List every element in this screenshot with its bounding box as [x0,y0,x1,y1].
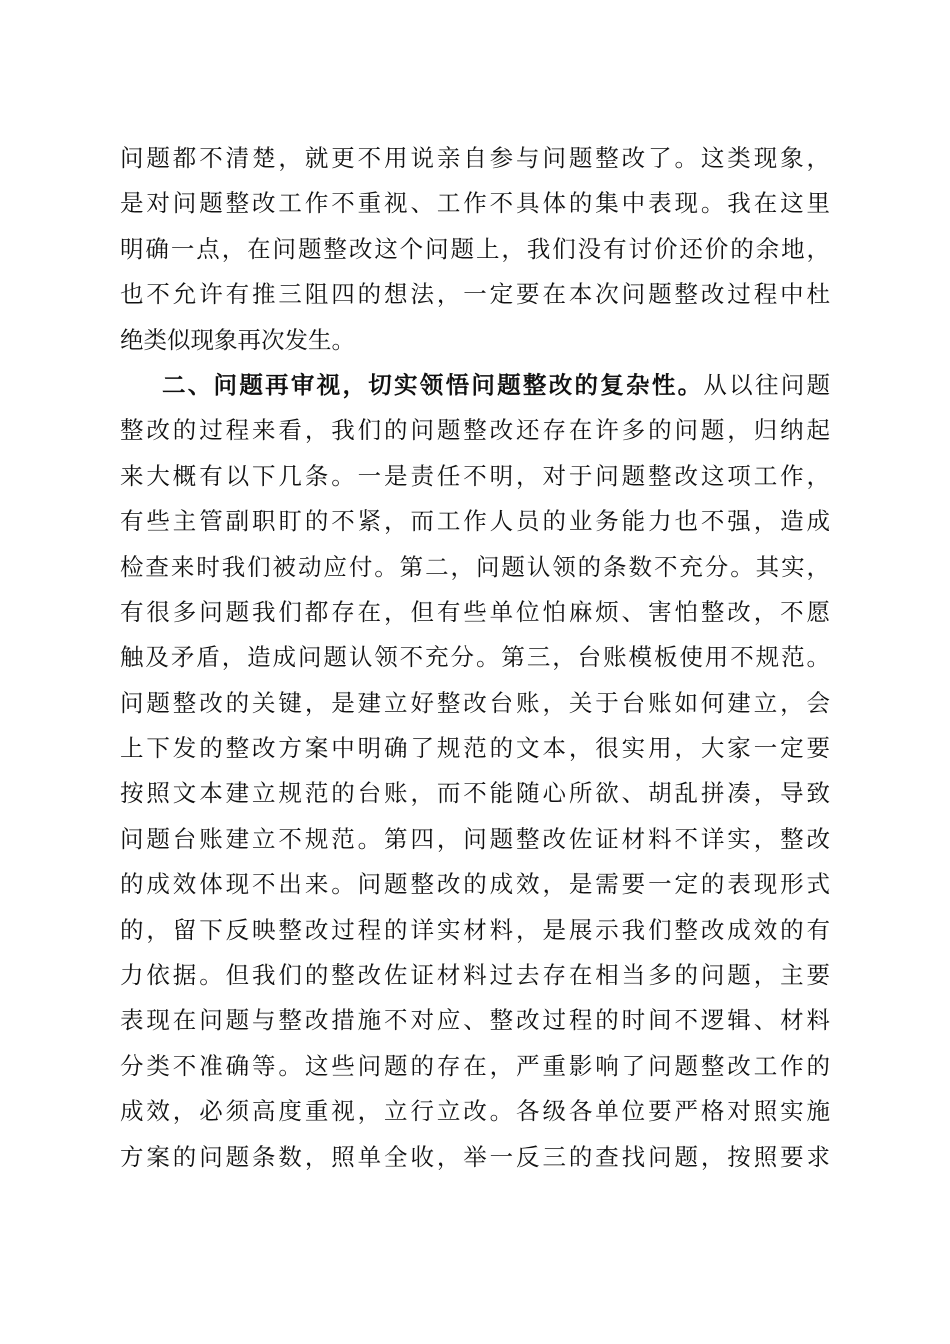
section-heading-line [120,363,830,408]
text-line: 触及矛盾，造成问题认领不充分。第三，台账模板使用不规范。 [120,643,830,672]
text-line: 整改的过程来看，我们的问题整改还存在许多的问题，归纳起 [120,416,830,445]
text-line: 的成效体现不出来。问题整改的成效，是需要一定的表现形式 [120,870,830,899]
text-line: 的，留下反映整改过程的详实材料，是展示我们整改成效的有 [120,915,830,944]
document-body [120,136,830,1180]
text-line: 成效，必须高度重视，立行立改。各级各单位要严格对照实施 [120,1097,830,1126]
text-line: 明确一点，在问题整改这个问题上，我们没有讨价还价的余地， [120,234,830,263]
text-line: 绝类似现象再次发生。 [120,325,355,354]
text-line: 按照文本建立规范的台账，而不能随心所欲、胡乱拼凑，导致 [120,779,830,808]
text-line: 也不允许有推三阻四的想法，一定要在本次问题整改过程中杜 [120,280,830,309]
section-heading: 二、问题再审视，切实领悟问题整改的复杂性。 [162,370,704,399]
text-line: 检查来时我们被动应付。第二，问题认领的条数不充分。其实， [120,552,830,581]
section-heading-continuation: 从以往问题 [703,370,831,399]
text-line: 问题都不清楚，就更不用说亲自参与问题整改了。这类现象， [120,144,830,172]
text-line: 问题台账建立不规范。第四，问题整改佐证材料不详实，整改 [120,824,830,853]
text-line: 表现在问题与整改措施不对应、整改过程的时间不逻辑、材料 [120,1006,830,1035]
text-line: 方案的问题条数，照单全收，举一反三的查找问题，按照要求 [120,1142,830,1171]
text-line: 力依据。但我们的整改佐证材料过去存在相当多的问题，主要 [120,961,830,990]
text-line: 问题整改的关键，是建立好整改台账，关于台账如何建立，会 [120,688,830,717]
text-line: 来大概有以下几条。一是责任不明，对于问题整改这项工作， [120,461,830,490]
text-line: 分类不准确等。这些问题的存在，严重影响了问题整改工作的 [120,1051,830,1080]
text-line: 是对问题整改工作不重视、工作不具体的集中表现。我在这里 [120,189,830,218]
text-line: 有些主管副职盯的不紧，而工作人员的业务能力也不强，造成 [120,507,830,536]
text-line: 有很多问题我们都存在，但有些单位怕麻烦、害怕整改，不愿 [120,597,830,626]
text-line: 上下发的整改方案中明确了规范的文本，很实用，大家一定要 [120,734,830,763]
